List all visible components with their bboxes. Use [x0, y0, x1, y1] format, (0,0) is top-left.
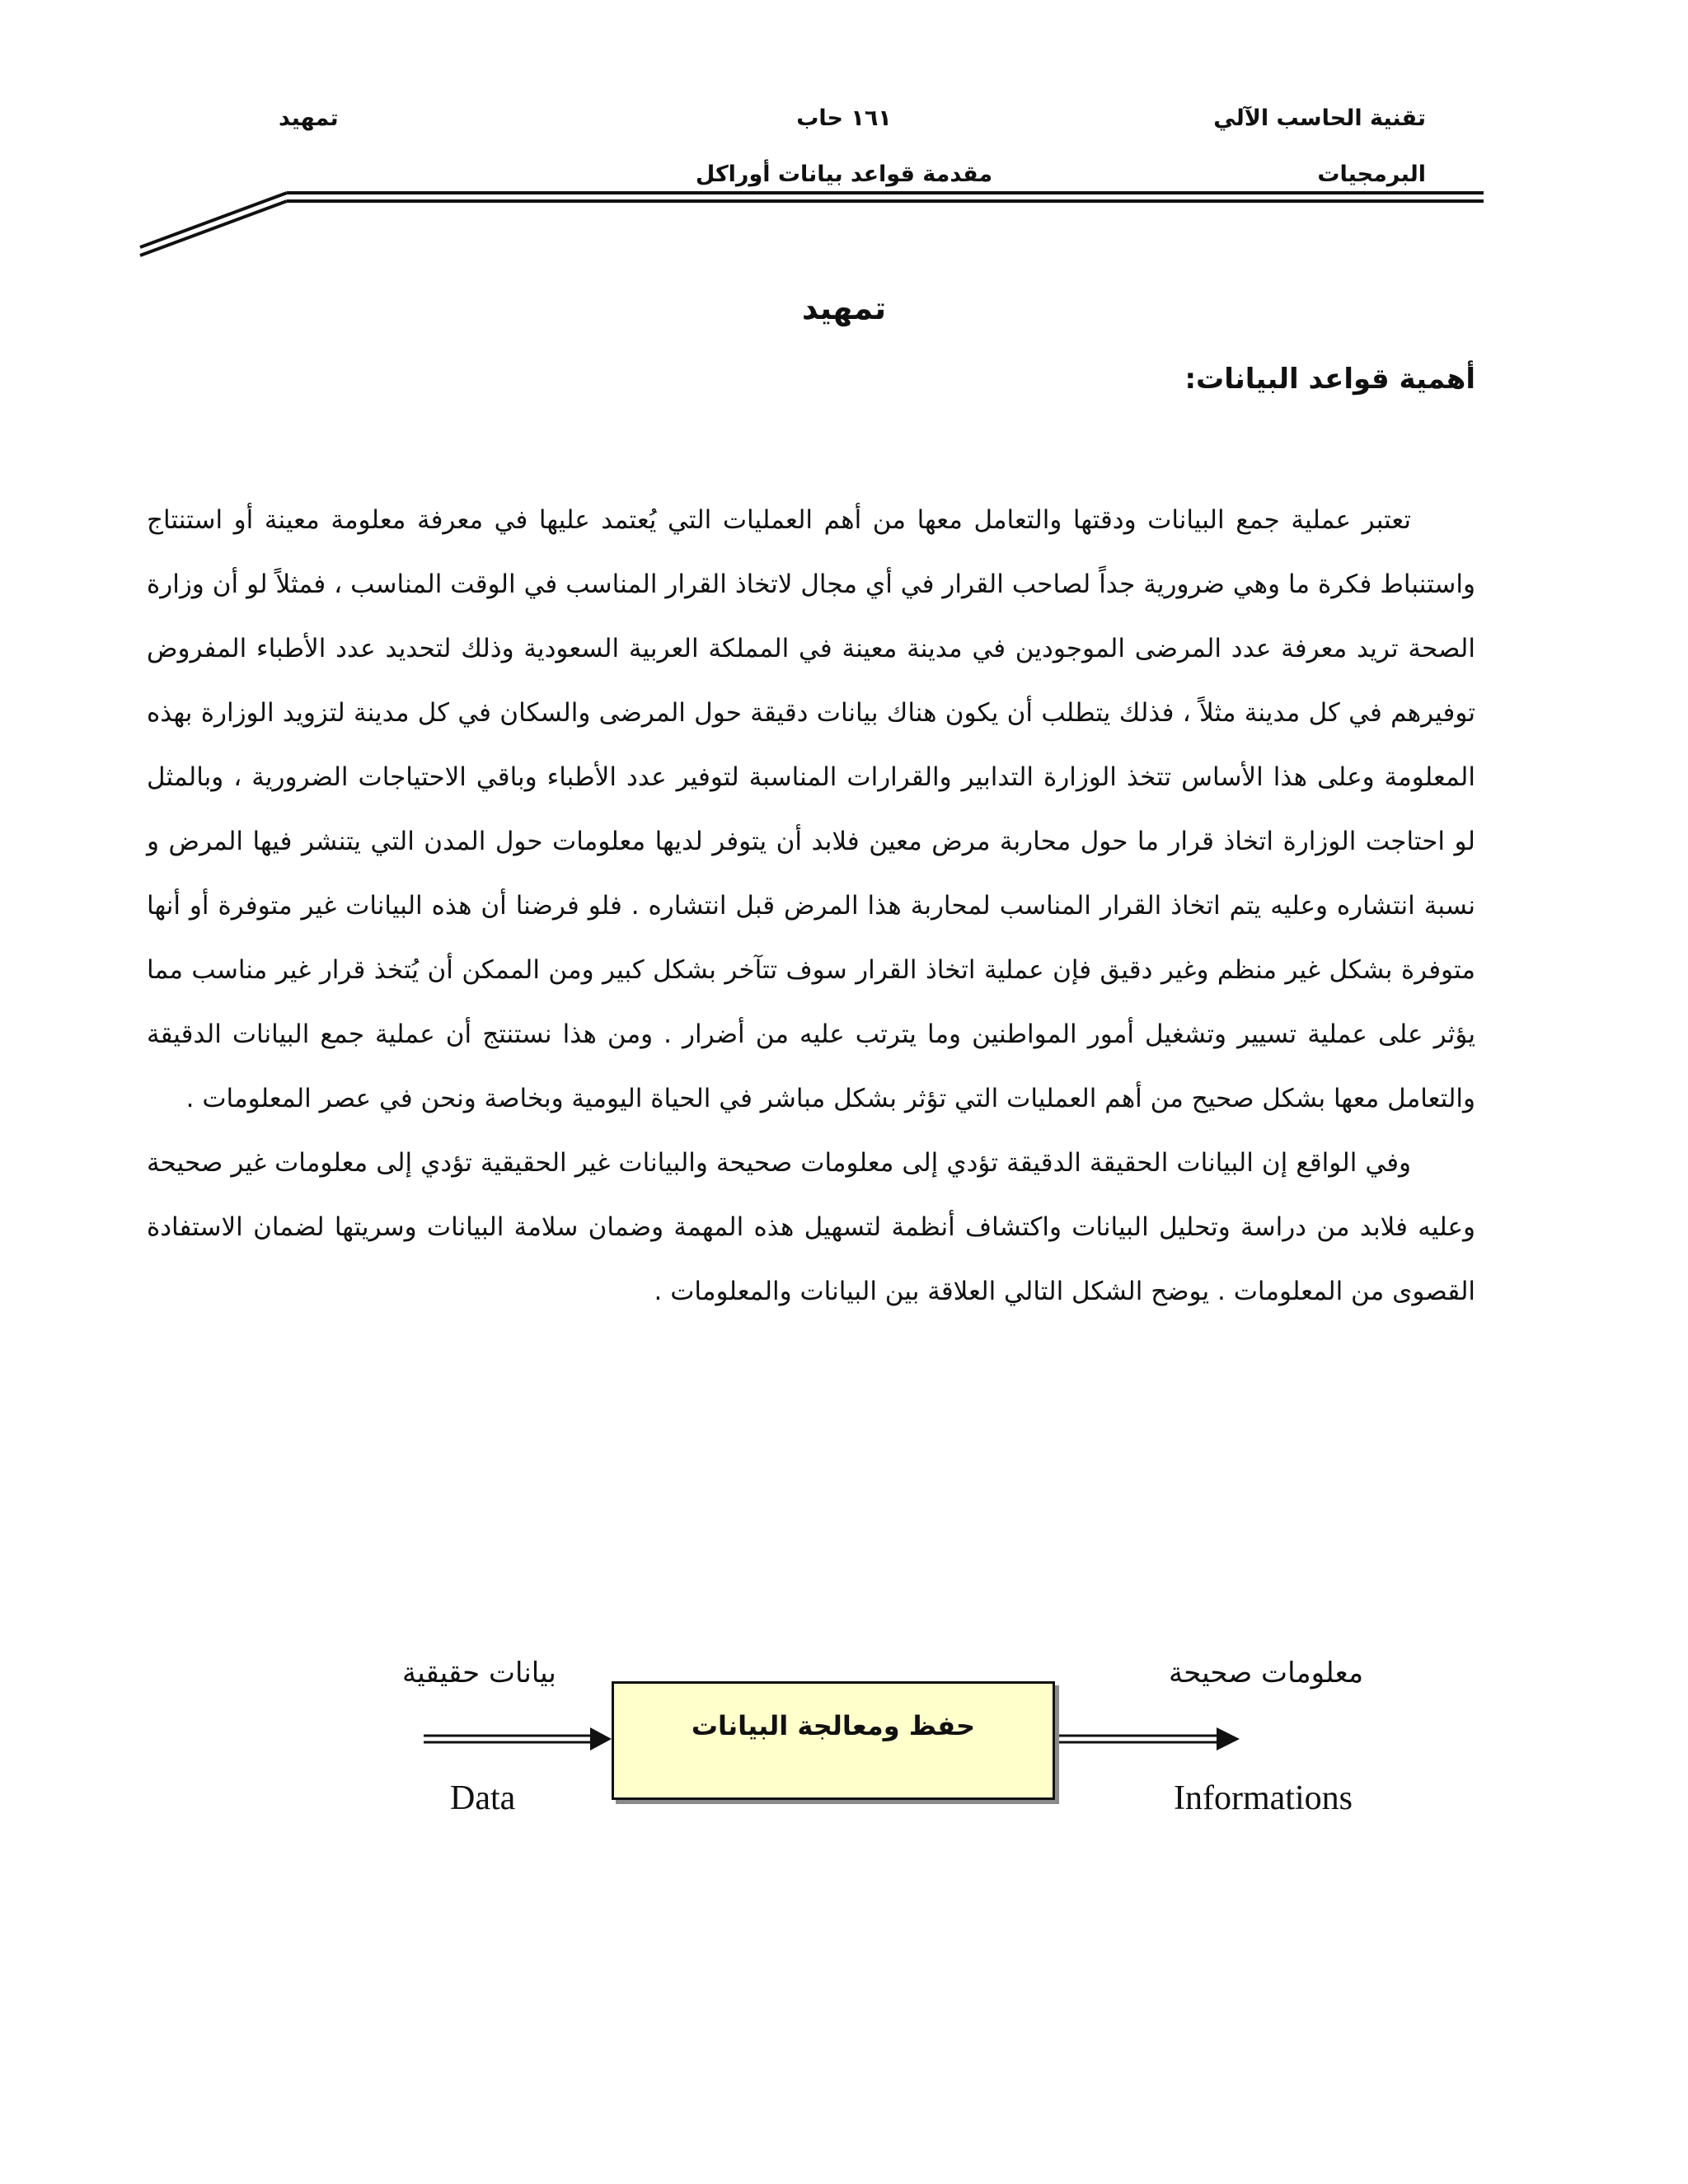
- process-label: حفظ ومعالجة البيانات: [691, 1710, 976, 1741]
- body-text: [147, 488, 1475, 1324]
- header-chapter-name: تمهيد: [279, 105, 339, 131]
- header-department: البرمجيات: [1317, 162, 1426, 187]
- input-label-ar: بيانات حقيقية: [402, 1657, 556, 1690]
- output-label-ar: معلومات صحيحة: [1169, 1657, 1364, 1690]
- input-label-en: Data: [450, 1779, 516, 1817]
- process-box: [612, 1681, 1055, 1800]
- header-rule: [0, 0, 1688, 272]
- section-heading: أهمية قواعد البيانات:: [1184, 363, 1475, 396]
- data-information-diagram: [0, 1615, 1688, 1830]
- header-course-code: ١٦١ حاب: [796, 105, 892, 131]
- output-label-en: Informations: [1174, 1779, 1353, 1817]
- header-course-name: مقدمة قواعد بيانات أوراكل: [695, 162, 993, 187]
- header-course-title: تقنية الحاسب الآلي: [1213, 105, 1426, 131]
- paragraph-2: وفي الواقع إن البيانات الحقيقة الدقيقة تؤدي إلى معلومات صحيحة والبيانات غير الحقيقية تؤدي إلى معلومات غير صحيحة وعليه فلابد من دراسة وتحليل البيانات واكتشاف أنظمة لتسهيل هذه المهمة وضمان سلامة البيانات وسريتها لضمان الاستفادة القصوى من المعلومات . يوضح الشكل التالي العلاقة بين البيانات والمعلومات .: [147, 1148, 1475, 1306]
- page-title: تمهيد: [801, 290, 887, 326]
- input-arrow-head: [590, 1727, 612, 1750]
- output-arrow-head: [1217, 1727, 1240, 1750]
- paragraph-1: تعتبر عملية جمع البيانات ودقتها والتعامل معها من أهم العمليات التي يُعتمد عليها في معرفة معلومة معينة أو استنتاج واستنباط فكرة ما وهي ضرورية جداً لصاحب القرار في أي مجال لاتخاذ القرار المناسب في الوقت المناسب ، فمثلاً لو أن وزارة الصحة تريد معرفة عدد المرضى الموجودين في مدينة معينة في المملكة العربية السعودية وذلك لتحديد عدد الأطباء المفروض توفيرهم في كل مدينة مثلاً ، فذلك يتطلب أن يكون هناك بيانات دقيقة حول المرضى والسكان في كل مدينة لتزويد الوزارة بهذه المعلومة وعلى هذا الأساس تتخذ الوزارة التدابير والقرارات المناسبة لتوفير عدد الأطباء وباقي الاحتياجات الضرورية ، وبالمثل لو احتاجت الوزارة اتخاذ قرار ما حول محاربة مرض معين فلابد أن يتوفر لديها معلومات حول المدن التي يتنشر فيها المرض و نسبة انتشاره وعليه يتم اتخاذ القرار المناسب لمحاربة هذا المرض قبل انتشاره . فلو فرضنا أن هذه البيانات غير متوفرة أو أنها متوفرة بشكل غير منظم وغير دقيق فإن عملية اتخاذ القرار سوف تتآخر بشكل كبير ومن الممكن أن يُتخذ قرار غير مناسب مما يؤثر على عملية تسيير وتشغيل أمور المواطنين وما يترتب عليه من أضرار . ومن هذا نستنتج أن عملية جمع البيانات الدقيقة والتعامل معها بشكل صحيح من أهم العمليات التي تؤثر بشكل مباشر في الحياة اليومية وبخاصة ونحن في عصر المعلومات .: [147, 505, 1475, 1113]
